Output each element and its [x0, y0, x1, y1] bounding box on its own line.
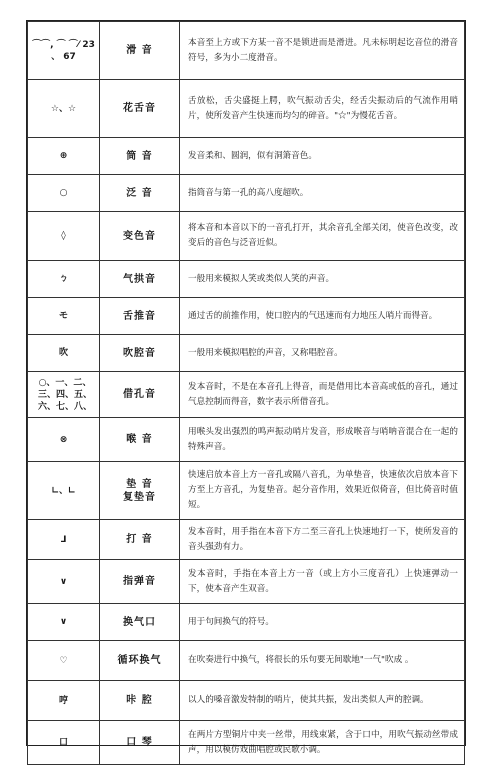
term-name-cell: 喉 音 — [100, 418, 180, 462]
table-row — [28, 721, 465, 765]
term-name-cell: 指弹音 — [100, 560, 180, 604]
symbol-cell: ⊕ — [28, 138, 100, 175]
symbol-cell: 哼 — [28, 681, 100, 721]
description-cell: 以人的嗓音激发特制的哨片，使其共振，发出类似人声的腔调。 — [180, 681, 465, 721]
description-cell: 一般用来模拟人笑或类似人笑的声音。 — [180, 261, 465, 298]
symbol-cell: ♡ — [28, 641, 100, 681]
term-name-cell: 泛 音 — [100, 175, 180, 212]
table-row — [28, 22, 465, 80]
symbol-cell: ∨ — [28, 560, 100, 604]
description-cell: 通过舌的前推作用，使口腔内的气迅速而有力地压人哨片而得音。 — [180, 298, 465, 335]
term-name-cell: 借孔音 — [100, 372, 180, 418]
symbol-cell: ⊗ — [28, 418, 100, 462]
description-cell: 一般用来模拟唱腔的声音，又称唱腔音。 — [180, 335, 465, 372]
table-row — [28, 80, 465, 138]
description-cell: 在两片方型铜片中夹一丝带，用线束紧，含于口中，用吹气振动丝带成声，用以模仿戏曲唱腔或民歌小调。 — [180, 721, 465, 765]
description-cell: 用喉头发出强烈的鸣声振动哨片发音，形成喉音与哨呐音混合在一起的特殊声音。 — [180, 418, 465, 462]
symbol-cell: ☆、☆ — [28, 80, 100, 138]
symbol-cell: ⌒⌒, ⌒ ⌒⁄ 23 、 67 — [28, 22, 100, 80]
table-row — [28, 681, 465, 721]
table-row — [28, 520, 465, 560]
term-name-cell: 吹腔音 — [100, 335, 180, 372]
table-row — [28, 462, 465, 520]
table-row — [28, 298, 465, 335]
symbol-cell: 口 — [28, 721, 100, 765]
symbol-cell: ◊ — [28, 212, 100, 261]
symbol-cell: ∨ — [28, 604, 100, 641]
term-name-cell: 变色音 — [100, 212, 180, 261]
description-cell: 在吹奏进行中换气，将很长的乐句要无间歇地"一气"吹成 。 — [180, 641, 465, 681]
term-name-cell: 循环换气 — [100, 641, 180, 681]
term-name-cell: 打 音 — [100, 520, 180, 560]
description-cell: 本音至上方或下方某一音不是锁进而是滑进。凡未标明起讫音位的滑音符号，多为小二度滑音。 — [180, 22, 465, 80]
description-cell: 发本音时，用手指在本音下方二至三音孔上快速地打一下，使所发音的音头强劲有力。 — [180, 520, 465, 560]
table-row — [28, 641, 465, 681]
description-cell: 发本音时，不是在本音孔上得音，而是借用比本音高或低的音孔，通过气息控制而得音，数字表示所借音孔。 — [180, 372, 465, 418]
term-name-cell: 舌推音 — [100, 298, 180, 335]
term-name-cell: 花舌音 — [100, 80, 180, 138]
term-name-cell: 口 琴 — [100, 721, 180, 765]
symbol-cell: ㄅ — [28, 261, 100, 298]
description-cell: 发本音时，手指在本音上方一音（或上方小三度音孔）上快速弹动一下，使本音产生双音。 — [180, 560, 465, 604]
table-row — [28, 372, 465, 418]
table-row — [28, 560, 465, 604]
description-cell: 指筒音与第一孔的高八度超吹。 — [180, 175, 465, 212]
description-cell: 将本音和本音以下的一音孔打开，其余音孔全部关闭，使音色改变，改变后的音色与泛音近似。 — [180, 212, 465, 261]
term-name-cell: 筒 音 — [100, 138, 180, 175]
symbol-cell: 吹 — [28, 335, 100, 372]
table-row — [28, 418, 465, 462]
table-row — [28, 175, 465, 212]
description-cell: 快速启放本音上方一音孔或隔八音孔，为单垫音，快速依次启放本音下方至上方音孔，为复垫音。起分音作用，效果近似倚音，但比倚音时值短。 — [180, 462, 465, 520]
symbol-cell: ○、一、二、三、四、五、六、七、八、 — [28, 372, 100, 418]
description-cell: 舌放松，舌尖盛挺上腭，吹气振动舌尖，经舌尖振动后的气流作用哨片，使所发音产生快速而均匀的碎音。"☆"为慢花舌音。 — [180, 80, 465, 138]
table-row — [28, 335, 465, 372]
symbol-cell: ○ — [28, 175, 100, 212]
symbol-table — [27, 21, 465, 765]
symbol-cell: ∟、∟ — [28, 462, 100, 520]
technique-symbol-table — [26, 20, 466, 755]
term-name-cell: 咔 腔 — [100, 681, 180, 721]
table-row — [28, 604, 465, 641]
table-body — [28, 22, 465, 765]
symbol-cell: モ — [28, 298, 100, 335]
description-cell: 用于句间换气的符号。 — [180, 604, 465, 641]
table-row — [28, 138, 465, 175]
term-name-cell: 气拱音 — [100, 261, 180, 298]
table-row — [28, 261, 465, 298]
term-name-cell: 滑 音 — [100, 22, 180, 80]
description-cell: 发音柔和、圆润，似有洞箫音色。 — [180, 138, 465, 175]
term-name-cell: 垫 音 复垫音 — [100, 462, 180, 520]
symbol-cell: ⅃ — [28, 520, 100, 560]
term-name-cell: 换气口 — [100, 604, 180, 641]
table-row — [28, 212, 465, 261]
